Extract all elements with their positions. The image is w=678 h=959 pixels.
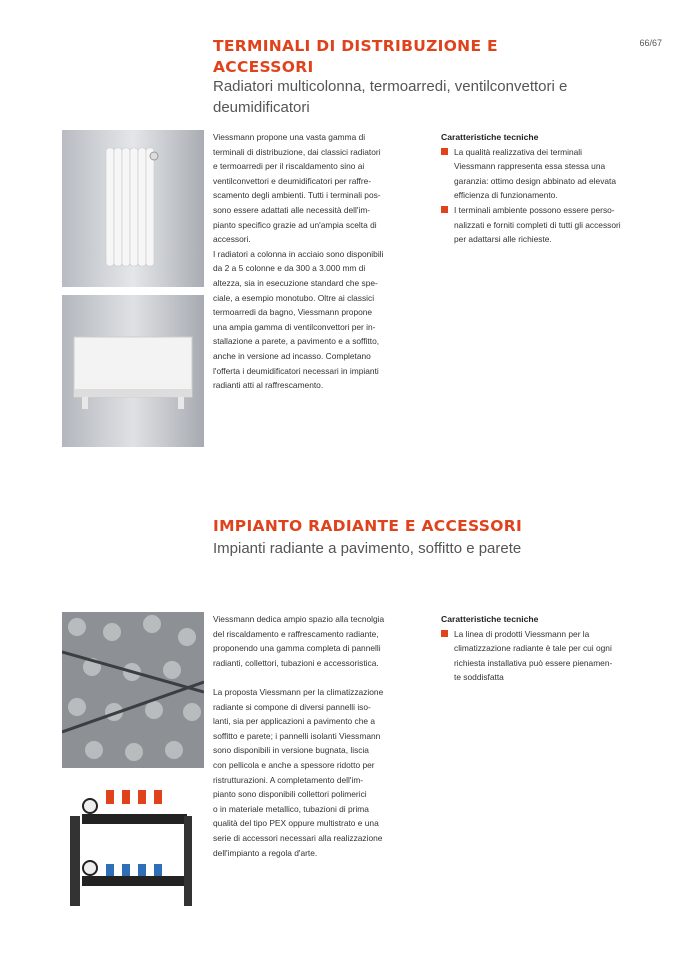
- feature-text-line: per adattarsi alle richieste.: [454, 234, 552, 245]
- body-text-line: proponendo una gamma completa di pannelli: [213, 643, 381, 654]
- body-text-line: lanti, sia per applicazioni a pavimento che a: [213, 716, 376, 727]
- feature-bullet: [441, 627, 651, 685]
- feature-text-line: garanzia: ottimo design abbinato ad elevata: [454, 175, 617, 186]
- manifold-image: [62, 776, 204, 928]
- feature-text-line: climatizzazione radiante è tale per cui ogni: [454, 643, 612, 654]
- subtitle-line: Radiatori multicolonna, termoarredi, ventilconvettori e: [213, 78, 568, 95]
- feature-text-line: Viessmann rappresenta essa stessa una: [454, 161, 606, 172]
- feature-text-line: nalizzati e forniti completi di tutti gli accessori: [454, 219, 621, 230]
- body-text-line: con pellicola e anche a spessore ridotto per: [213, 759, 375, 770]
- section1-title: [213, 36, 593, 78]
- radiator-image: [62, 130, 204, 287]
- body-text-line: pianto specifico grazie ad un'ampia scelta di: [213, 219, 377, 230]
- body-text-line: del riscaldamento e raffrescamento radiante,: [213, 628, 379, 639]
- body-text-line: I radiatori a colonna in acciaio sono disponibili: [213, 248, 384, 259]
- title-line: TERMINALI DI DISTRIBUZIONE E: [213, 37, 498, 55]
- bullet-square-icon: [441, 206, 448, 213]
- section2-features: [441, 612, 651, 685]
- body-text-line: ristrutturazioni. A completamento dell'im-: [213, 774, 364, 785]
- body-text-line: da 2 a 5 colonne e da 300 a 3.000 mm di: [213, 263, 366, 274]
- body-text-line: accessori.: [213, 234, 251, 245]
- body-text-line: stallazione a parete, a pavimento e a soffitto,: [213, 336, 380, 347]
- body-text-line: ventilconvettori e deumidificatori per raffre-: [213, 175, 372, 186]
- body-text-line: e termoarredi per il riscaldamento sino ai: [213, 161, 365, 172]
- feature-text-line: La qualità realizzativa dei terminali: [454, 146, 583, 157]
- fan-coil-image: [62, 295, 204, 447]
- subtitle-line: deumidificatori: [213, 99, 310, 116]
- body-text-line: dell'impianto a regola d'arte.: [213, 847, 318, 858]
- feature-text-line: te soddisfatta: [454, 672, 504, 683]
- body-text-line: l'offerta i deumidificatori necessari in impianti: [213, 365, 379, 376]
- body-text-line: terminali di distribuzione, dai classici radiatori: [213, 146, 381, 157]
- body-text-line: sono essere adattati alle necessità dell'im-: [213, 204, 371, 215]
- title-line: ACCESSORI: [213, 58, 314, 76]
- body-text-line: serie di accessori necessari alla realizzazione: [213, 832, 383, 843]
- body-text-line: [213, 670, 413, 685]
- section2-title: [213, 516, 593, 537]
- body-text-line: termoarredi da bagno, Viessmann propone: [213, 307, 373, 318]
- page-number: 66/67: [639, 38, 662, 48]
- section1-body: [213, 130, 413, 393]
- body-text-line: soffitto e parete; i pannelli isolanti Viessmann: [213, 730, 381, 741]
- subtitle-line: Impianti radiante a pavimento, soffitto e parete: [213, 540, 522, 557]
- body-text-line: o in materiale metallico, tubazioni di prima: [213, 803, 369, 814]
- body-text-line: una ampia gamma di ventilconvettori per in-: [213, 321, 376, 332]
- body-text-line: sono disponibili in versione bugnata, liscia: [213, 745, 369, 756]
- section1-subtitle: [213, 76, 613, 118]
- title-line: IMPIANTO RADIANTE E ACCESSORI: [213, 517, 523, 535]
- body-text-line: Viessmann dedica ampio spazio alla tecnolgia: [213, 614, 385, 624]
- feature-text-line: La linea di prodotti Viessmann per la: [454, 628, 590, 639]
- body-text-line: radianti, collettori, tubazioni e accessoristica.: [213, 657, 379, 668]
- body-text-line: La proposta Viessmann per la climatizzazione: [213, 686, 384, 697]
- feature-text-line: efficienza di funzionamento.: [454, 190, 558, 201]
- section1-features: [441, 130, 651, 247]
- body-text-line: altezza, sia in esecuzione standard che spe-: [213, 277, 378, 288]
- body-text-line: Viessmann propone una vasta gamma di: [213, 132, 366, 142]
- body-text-line: radianti atti al raffrescamento.: [213, 380, 324, 391]
- bullet-square-icon: [441, 630, 448, 637]
- body-text-line: ciale, a esempio monotubo. Oltre ai classici: [213, 292, 375, 303]
- body-text-line: scamento degli ambienti. Tutti i terminali pos-: [213, 190, 381, 201]
- body-text-line: anche in versione ad incasso. Completano: [213, 350, 371, 361]
- feature-bullet: [441, 145, 651, 203]
- features-heading: Caratteristiche tecniche: [441, 132, 539, 142]
- features-heading: Caratteristiche tecniche: [441, 614, 539, 624]
- feature-text-line: I terminali ambiente possono essere perso-: [454, 204, 615, 215]
- feature-bullet: [441, 203, 651, 247]
- body-text-line: pianto sono disponibili collettori polimerici: [213, 789, 367, 800]
- bullet-square-icon: [441, 148, 448, 155]
- radiant-panel-image: [62, 612, 204, 768]
- section2-subtitle: [213, 538, 613, 559]
- feature-text-line: richiesta installativa può essere pienamen-: [454, 657, 613, 668]
- section2-body: [213, 612, 413, 860]
- body-text-line: radiante si compone di diversi pannelli iso-: [213, 701, 371, 712]
- body-text-line: qualità del tipo PEX oppure multistrato e una: [213, 818, 379, 829]
